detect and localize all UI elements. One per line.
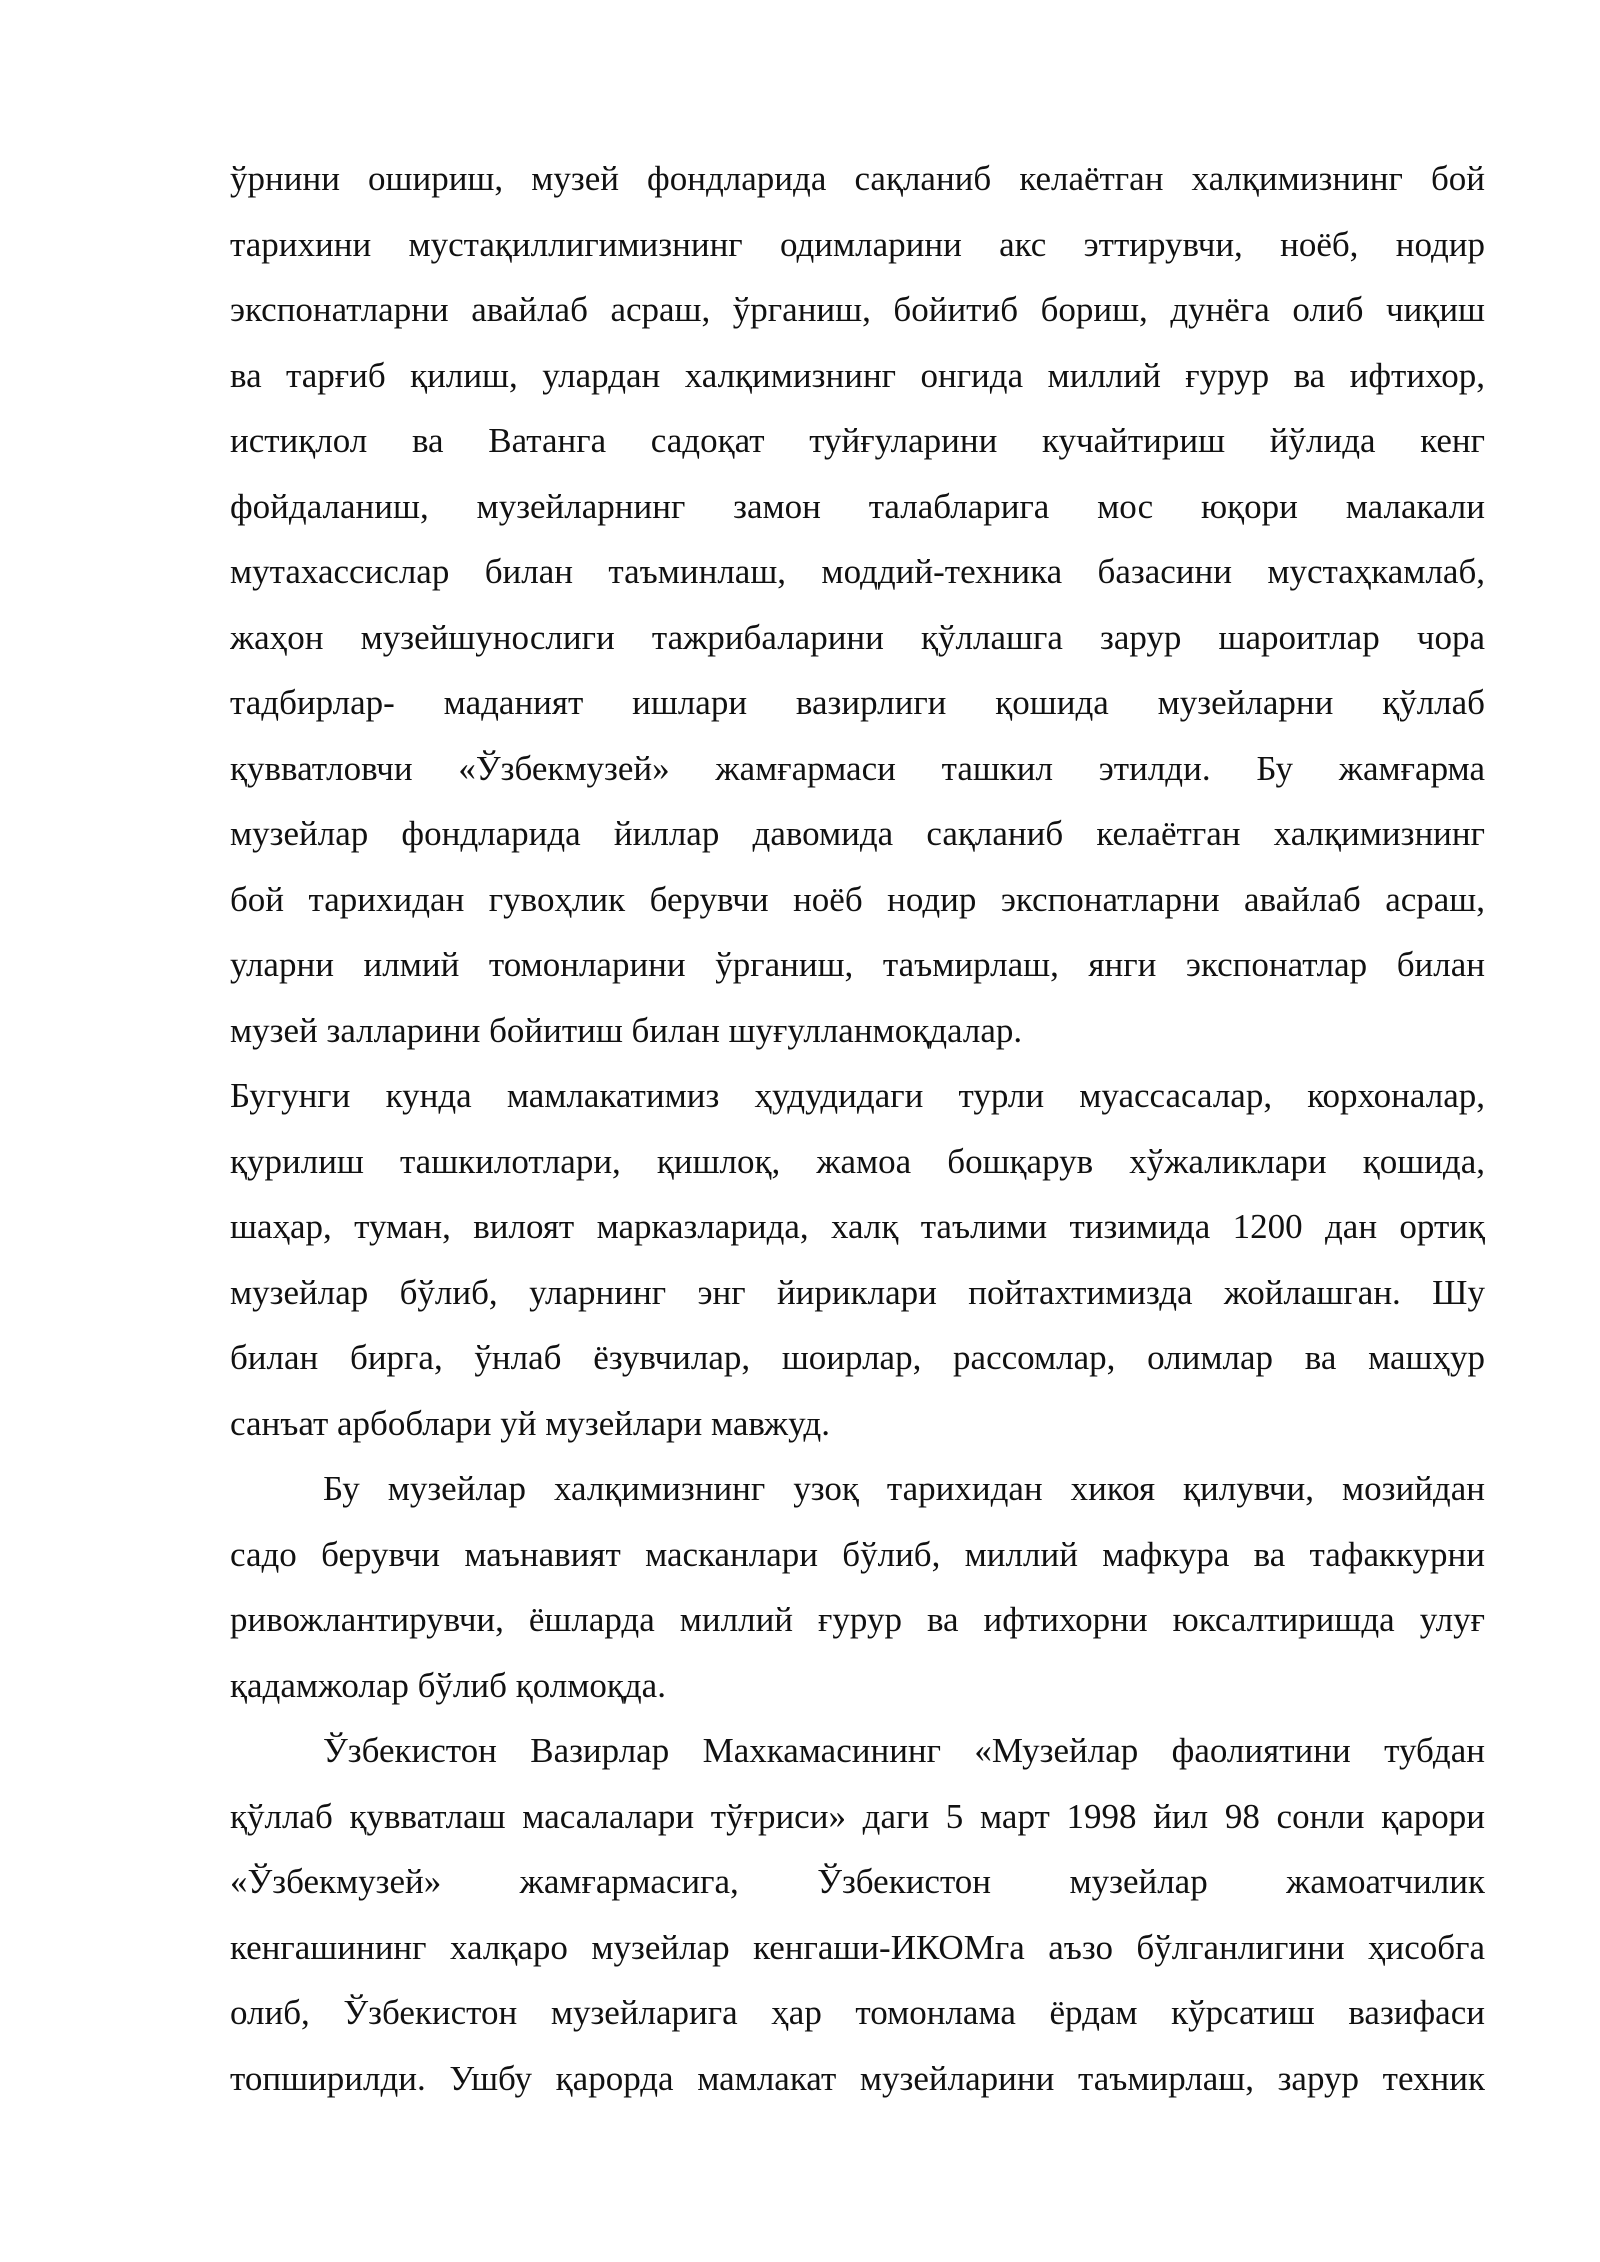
paragraph xyxy=(230,146,1485,1063)
body-text xyxy=(230,146,1485,2111)
text-line: музей залларини бойитиш билан шуғулланмоқдалар. xyxy=(230,1010,1023,1050)
text-line: қувватловчи «Ўзбекмузей» жамғармаси ташкил этилди. Бу жамғарма xyxy=(230,748,1485,788)
text-line: билан бирга, ўнлаб ёзувчилар, шоирлар, рассомлар, олимлар ва машҳур xyxy=(230,1338,1485,1377)
text-line: кенгашининг халқаро музейлар кенгаши-ИКОМга аъзо бўлганлигини ҳисобга xyxy=(230,1927,1485,1967)
text-line: тарихини мустақиллигимизнинг одимларини акс эттирувчи, ноёб, нодир xyxy=(230,224,1485,264)
text-line: тадбирлар- маданият ишлари вазирлиги қошида музейларни қўллаб xyxy=(230,683,1485,722)
text-line: ривожлантирувчи, ёшларда миллий ғурур ва ифтихорни юксалтиришда улуғ xyxy=(230,1600,1485,1639)
text-line: ўрнини ошириш, музей фондларида сақланиб келаётган халқимизнинг бой xyxy=(230,159,1485,198)
text-line: олиб, Ўзбекистон музейларига ҳар томонлама ёрдам кўрсатиш вазифаси xyxy=(230,1993,1485,2032)
text-line: жаҳон музейшунослиги тажрибаларини қўллашга зарур шароитлар чора xyxy=(230,617,1485,657)
text-line: истиқлол ва Ватанга садоқат туйғуларини кучайтириш йўлида кенг xyxy=(230,421,1485,460)
text-line: «Ўзбекмузей» жамғармасига, Ўзбекистон музейлар жамоатчилик xyxy=(230,1862,1485,1901)
text-line: музейлар бўлиб, уларнинг энг йириклари пойтахтимизда жойлашган. Шу xyxy=(230,1272,1485,1312)
text-line: фойдаланиш, музейларнинг замон талабларига мос юқори малакали xyxy=(230,486,1485,526)
text-line: қадамжолар бўлиб қолмоқда. xyxy=(230,1665,666,1705)
paragraph xyxy=(230,1718,1485,2111)
text-line: Ўзбекистон Вазирлар Махкамасининг «Музейлар фаолиятини тубдан xyxy=(323,1731,1485,1770)
text-line: ва тарғиб қилиш, улардан халқимизнинг онгида миллий ғурур ва ифтихор, xyxy=(230,355,1485,395)
text-line: уларни илмий томонларини ўрганиш, таъмирлаш, янги экспонатлар билан xyxy=(230,945,1485,984)
text-line: экспонатларни авайлаб асраш, ўрганиш, бойитиб бориш, дунёга олиб чиқиш xyxy=(230,290,1485,329)
text-line: шаҳар, туман, вилоят марказларида, халқ таълими тизимида 1200 дан ортиқ xyxy=(230,1207,1485,1246)
text-line: санъат арбоблари уй музейлари мавжуд. xyxy=(230,1403,830,1443)
text-line: бой тарихидан гувоҳлик берувчи ноёб нодир экспонатларни авайлаб асраш, xyxy=(230,879,1485,919)
text-line: музейлар фондларида йиллар давомида сақланиб келаётган халқимизнинг xyxy=(230,814,1485,853)
text-line: Бу музейлар халқимизнинг узоқ тарихидан хикоя қилувчи, мозийдан xyxy=(323,1469,1485,1508)
text-line: топширилди. Ушбу қарорда мамлакат музейларини таъмирлаш, зарур техник xyxy=(230,2058,1485,2098)
paragraph xyxy=(230,1063,1485,1456)
text-line: мутахассислар билан таъминлаш, моддий-техника базасини мустаҳкамлаб, xyxy=(230,552,1485,591)
text-line: қўллаб қувватлаш масалалари тўғриси» даги 5 март 1998 йил 98 сонли қарори xyxy=(230,1796,1485,1836)
text-line: қурилиш ташкилотлари, қишлоқ, жамоа бошқарув хўжаликлари қошида, xyxy=(230,1141,1485,1181)
text-line: садо берувчи маънавият масканлари бўлиб, миллий мафкура ва тафаккурни xyxy=(230,1534,1485,1574)
text-line: Бугунги кунда мамлакатимиз ҳудудидаги турли муассасалар, корхоналар, xyxy=(230,1076,1485,1115)
paragraph xyxy=(230,1456,1485,1718)
